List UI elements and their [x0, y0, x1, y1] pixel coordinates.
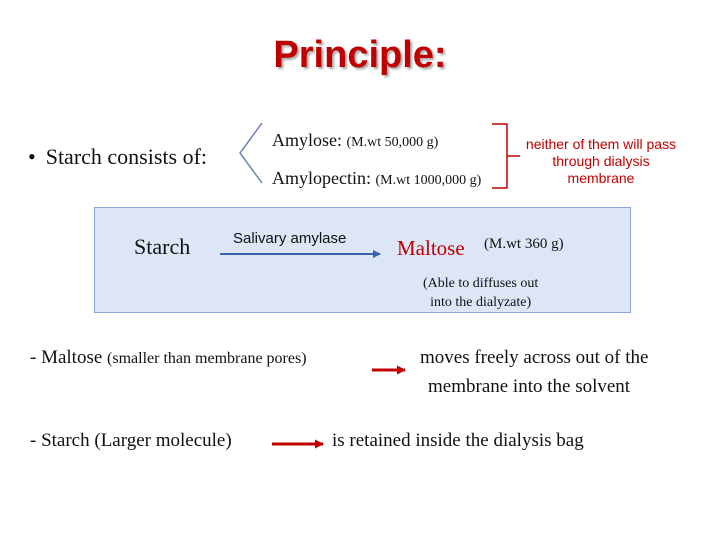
maltose-prefix: - Maltose — [30, 347, 103, 368]
bullet-text: Starch consists of: — [45, 144, 208, 169]
page-title: Principle: — [273, 34, 447, 76]
reaction-product-mw: (M.wt 360 g) — [484, 236, 564, 252]
maltose-result-line1: moves freely across out of the — [420, 347, 649, 368]
amylose-name: Amylose: — [272, 130, 342, 150]
amylopectin-name: Amylopectin: — [272, 168, 371, 188]
product-note-line2: into the dialyzate) — [430, 294, 532, 310]
reaction-substrate: Starch — [134, 234, 191, 259]
reaction-product: Maltose — [397, 236, 465, 260]
bullet-dot: • — [28, 144, 36, 169]
composition-bracket — [240, 123, 262, 183]
maltose-result-line2: membrane into the solvent — [428, 376, 631, 397]
closing-bracket — [492, 124, 507, 188]
product-note-line1: (Able to diffuses out — [423, 276, 539, 291]
neither-note: neither of them will pass through dialysis membrane — [525, 136, 677, 186]
maltose-detail: (smaller than membrane pores) — [107, 350, 307, 367]
amylopectin-mw: (M.wt 1000,000 g) — [375, 173, 482, 188]
reaction-enzyme: Salivary amylase — [233, 230, 347, 247]
starch-line-label: - Starch (Larger molecule) — [30, 430, 232, 451]
amylose-mw: (M.wt 50,000 g) — [346, 135, 439, 150]
starch-line-result: is retained inside the dialysis bag — [332, 430, 584, 451]
